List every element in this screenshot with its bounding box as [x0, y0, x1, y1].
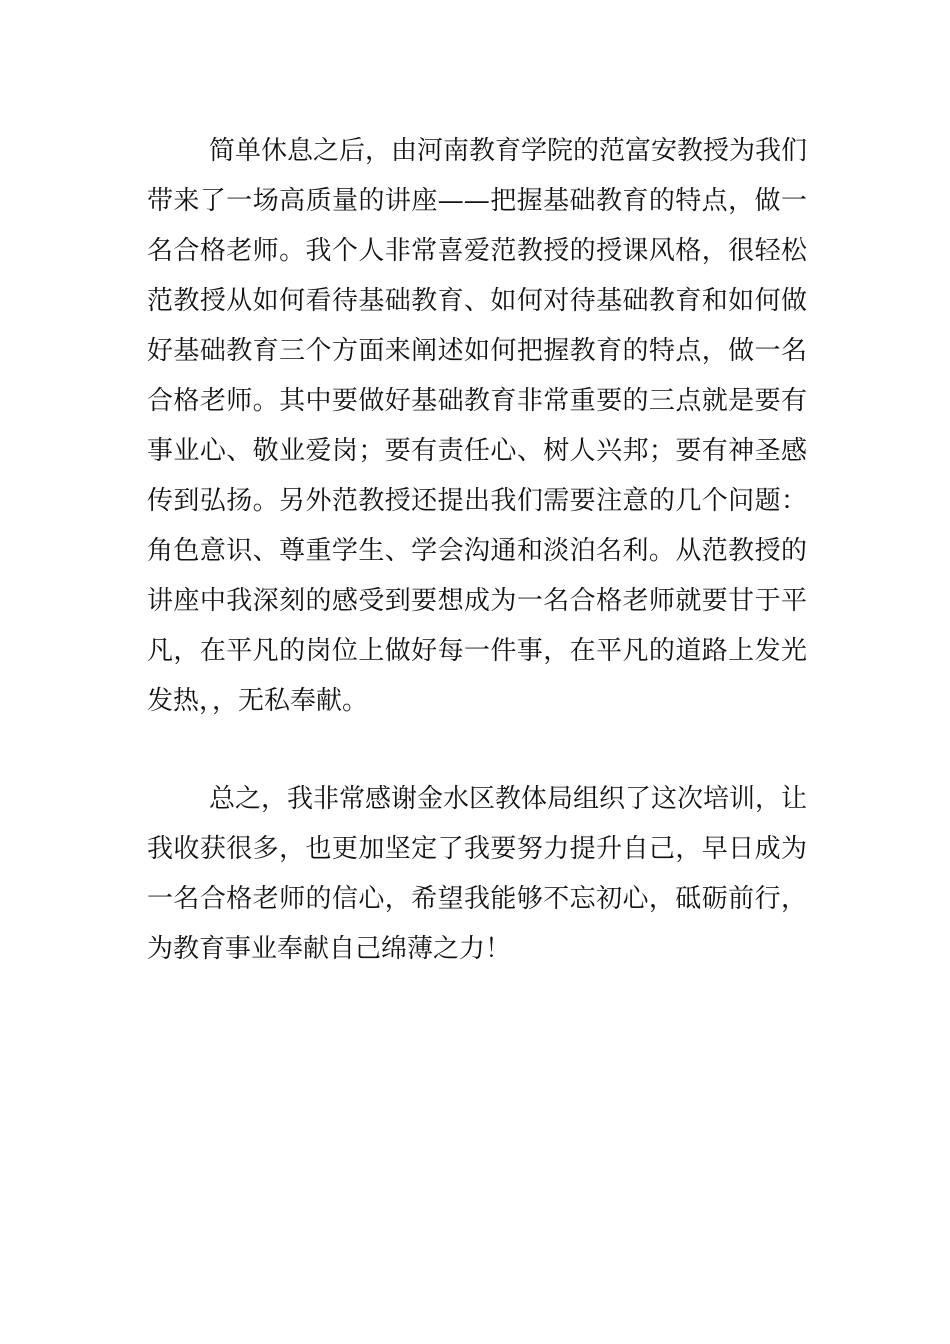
- text-line: 一名合格老师的信心，希望我能够不忘初心，砥砺前行，: [147, 884, 807, 914]
- text-line: 事业心、敬业爱岗；要有责任心、树人兴邦；要有神圣感: [147, 436, 807, 466]
- text-line: 范教授从如何看待基础教育、如何对待基础教育和如何做: [147, 286, 807, 316]
- text-line: 传到弘扬。另外范教授还提出我们需要注意的几个问题：: [147, 486, 807, 516]
- text-line: 好基础教育三个方面来阐述如何把握教育的特点，做一名: [147, 336, 807, 366]
- text-line: 合格老师。其中要做好基础教育非常重要的三点就是要有: [147, 386, 807, 416]
- text-line: 总之，我非常感谢金水区教体局组织了这次培训，让: [209, 784, 807, 814]
- text-line: 名合格老师。我个人非常喜爱范教授的授课风格，很轻松: [147, 236, 807, 266]
- text-line: 为教育事业奉献自己绵薄之力！: [147, 934, 512, 964]
- text-line: 简单休息之后，由河南教育学院的范富安教授为我们: [209, 136, 807, 166]
- text-line: 我收获很多，也更加坚定了我要努力提升自己，早日成为: [147, 834, 807, 864]
- text-line: 讲座中我深刻的感受到要想成为一名合格老师就要甘于平: [147, 586, 807, 616]
- text-line: 角色意识、尊重学生、学会沟通和淡泊名利。从范教授的: [147, 536, 807, 566]
- text-line: 带来了一场高质量的讲座——把握基础教育的特点，做一: [147, 186, 807, 216]
- text-line: 发热，，无私奉献。: [147, 686, 369, 716]
- text-line: 凡，在平凡的岗位上做好每一件事，在平凡的道路上发光: [147, 636, 807, 666]
